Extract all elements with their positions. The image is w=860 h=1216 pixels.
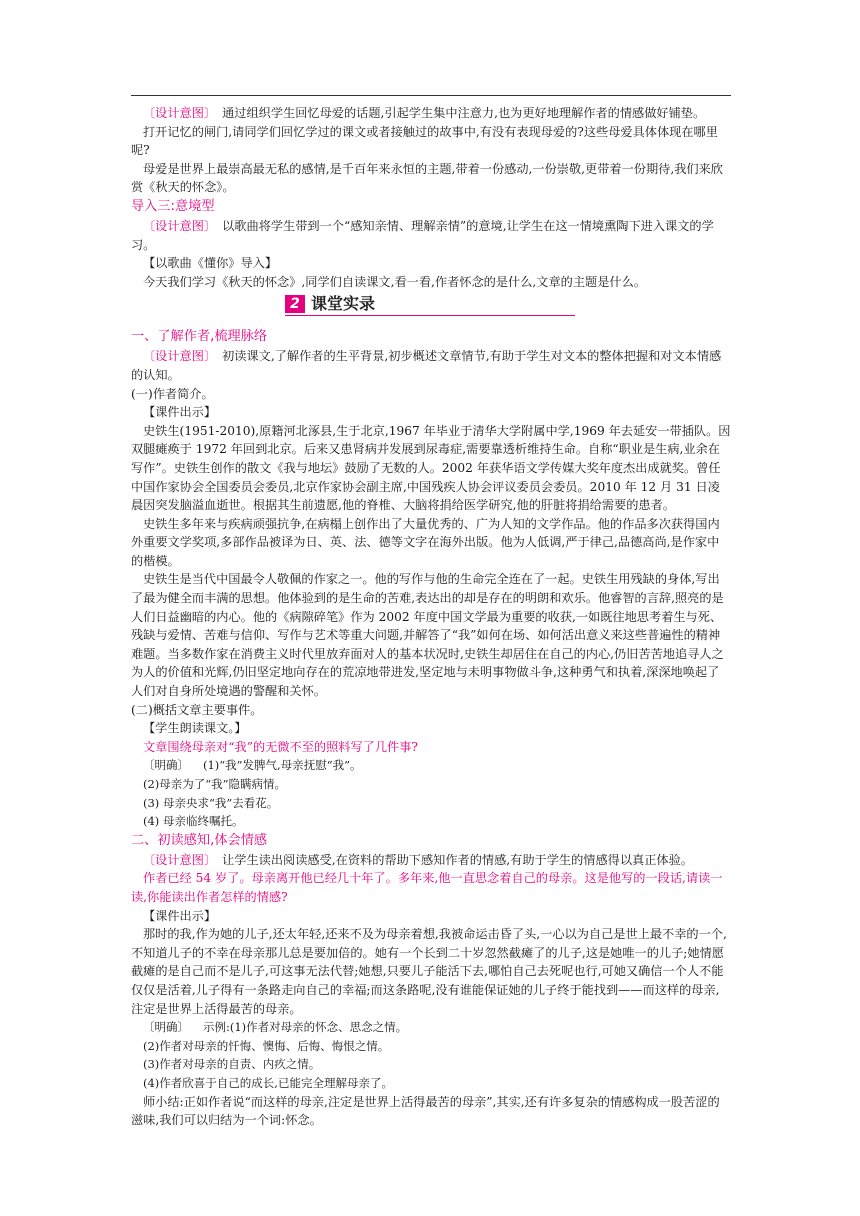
paragraph: 今天我们学习《秋天的怀念》,同学们自读课文,看一看,作者怀念的是什么,文章的主题是什么。	[143, 274, 646, 289]
question: 作者已经 54 岁了。母亲离开他已经几十年了。多年来,他一直思念着自己的母亲。这是他写的一段话,请读一读,你能读出作者怎样的情感?	[131, 871, 723, 904]
paragraph: (一)作者简介。	[131, 386, 214, 401]
answer-item: (2)作者对母亲的忏悔、懊悔、后悔、悔恨之情。	[143, 1038, 390, 1053]
paragraph: 【课件出示】	[143, 405, 217, 420]
design-intent-tag: 〔设计意图〕	[143, 349, 217, 364]
paragraph: 【学生朗读课文。】	[143, 721, 247, 736]
answer	[131, 1018, 731, 1037]
section-banner	[131, 293, 731, 319]
design-intent-tag: 〔设计意图〕	[143, 852, 217, 867]
design-intent-text: 以歌曲将学生带到一个“感知亲情、理解亲情”的意境,让学生在这一情境熏陶下进入课文的学习。	[131, 218, 714, 252]
document-page	[131, 96, 731, 1130]
section-rule	[285, 315, 575, 316]
design-intent-text: 通过组织学生回忆母爱的话题,引起学生集中注意力,也为更好地理解作者的情感做好铺垫。	[222, 106, 706, 120]
answer-item: 示例:(1)作者对母亲的怀念、思念之情。	[203, 1020, 408, 1035]
paragraph: 【课件出示】	[143, 908, 217, 923]
answer-item: (3) 母亲央求“我”去看花。	[143, 795, 279, 810]
paragraph: 母爱是世界上最崇高最无私的感情,是千百年来永恒的主题,带着一份感动,一份崇敬,更带着一份期待,我们来欣赏《秋天的怀念》。	[131, 161, 723, 195]
answer-item: (2)母亲为了“我”隐瞒病情。	[143, 777, 287, 791]
design-intent-tag: 〔设计意图〕	[143, 218, 217, 233]
design-intent-text: 初读课文,了解作者的生平背景,初步概述文章情节,有助于学生对文本的整体把握和对文本情感的认知。	[131, 349, 722, 382]
answer-item: (4)作者欣喜于自己的成长,已能完全理解母亲了。	[143, 1075, 393, 1090]
answer-tag: 〔明确〕	[143, 1020, 189, 1035]
paragraph: 史铁生是当代中国最令人敬佩的作家之一。他的写作与他的生命完全连在了一起。史铁生用残缺的身体,写出了最为健全而丰满的思想。他体验到的是生命的苦难,表达出的却是存在的明朗和欢乐。他睿智的言辞,照亮的是人们日益幽暗的内心。他的《病隙碎笔》作为 2002 年度中国文学最为重要的收获,一如既往地思考着生与死、残缺与爱情、苦难与信仰、写作与艺术等重大问题,并解答了“我”如何在场、如何活出意义来这些普遍性的精神难题。当多数作家在消费主义时代里放弃面对人的基本状况时,史铁生却居住在自己的内心,仍旧苦苦地追寻人之为人的价值和光辉,仍旧坚定地向存在的荒凉地带进发,坚定地与未明事物做斗争,这种勇气和执着,深深地唤起了人们对自身所处境遇的警醒和关怀。	[131, 572, 724, 699]
answer-tag: 〔明确〕	[143, 758, 189, 773]
heading-1: 一、了解作者,梳理脉络	[131, 329, 268, 345]
design-intent	[131, 217, 731, 254]
answer-item: (1)“我”发脾气,母亲抚慰“我”。	[203, 758, 362, 773]
design-intent-tag: 〔设计意图〕	[143, 106, 217, 120]
design-intent	[131, 347, 731, 384]
section-title: 课堂实录	[311, 294, 376, 314]
design-intent-text: 让学生读出阅读感受,在资料的帮助下感知作者的情感,有助于学生的情感得以真正体验。	[222, 852, 693, 867]
answer-item: (4) 母亲临终嘱托。	[143, 814, 244, 829]
heading-2: 二、初读感知,体会情感	[131, 832, 268, 848]
paragraph: 史铁生(1951-2010),原籍河北涿县,生于北京,1967 年毕业于清华大学附属中学,1969 年去延安一带插队。因双腿瘫痪于 1972 年回到北京。后来又患肾病并发展到尿毒症,需要靠透析维持生命。自称“职业是生病,业余在写作”。史铁生创作的散文《我与地坛》鼓励了无数的人。2002 年获华语文学传媒大奖年度杰出成就奖。曾任中国作家协会全国委员会委员,北京作家协会副主席,中国残疾人协会评议委员会委员。2010 年 12 月 31 日凌晨因突发脑溢血逝世。根据其生前遗愿,他的脊椎、大脑将捐给医学研究,他的肝脏将捐给需要的患者。	[131, 423, 731, 513]
paragraph: 那时的我,作为她的儿子,还太年轻,还来不及为母亲着想,我被命运击昏了头,一心以为自己是世上最不幸的一个,不知道儿子的不幸在母亲那儿总是要加倍的。她有一个长到二十岁忽然截瘫了的儿子,这是她唯一的儿子;她情愿截瘫的是自己而不是儿子,可这事无法代替;她想,只要儿子能活下去,哪怕自己去死呢也行,可她又确信一个人不能仅仅是活着,儿子得有一条路走向自己的幸福;而这条路呢,没有谁能保证她的儿子终于能找到——而这样的母亲,注定是世界上活得最苦的母亲。	[131, 927, 727, 1016]
paragraph: 【以歌曲《懂你》导入】	[143, 256, 278, 271]
paragraph: 打开记忆的闸门,请同学们回忆学过的课文或者接触过的故事中,有没有表现母爱的?这些母爱具体体现在哪里呢?	[131, 124, 718, 158]
paragraph: 师小结:正如作者说“而这样的母亲,注定是世界上活得最苦的母亲”,其实,还有许多复杂的情感构成一股苦涩的滋味,我们可以归结为一个词:怀念。	[131, 1094, 720, 1128]
answer-item: (3)作者对母亲的自责、内疚之情。	[143, 1057, 321, 1072]
design-intent	[131, 104, 731, 123]
design-intent	[131, 851, 731, 870]
answer	[131, 756, 731, 775]
intro-heading: 导入三:意境型	[131, 198, 215, 214]
section-number: 2	[285, 295, 305, 313]
paragraph: (二)概括文章主要事件。	[131, 702, 263, 717]
question: 文章围绕母亲对“我”的无微不至的照料写了几件事?	[143, 739, 418, 754]
paragraph: 史铁生多年来与疾病顽强抗争,在病榻上创作出了大量优秀的、广为人知的文学作品。他的作品多次获得国内外重要文学奖项,多部作品被译为日、英、法、德等文字在海外出版。他为人低调,严于律己,品德高尚,是作家中的楷模。	[131, 516, 720, 568]
